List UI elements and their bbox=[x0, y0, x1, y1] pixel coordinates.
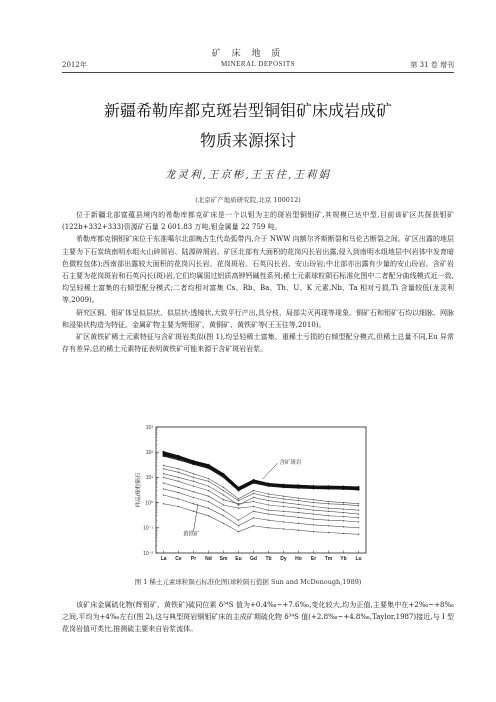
pyrite-data-point bbox=[298, 530, 299, 531]
pyrite-data-point bbox=[253, 511, 254, 512]
pyrite-data-point bbox=[268, 527, 269, 528]
pyrite-data-point bbox=[223, 499, 224, 500]
pyrite-data-point bbox=[193, 485, 194, 486]
pyrite-data-point bbox=[343, 504, 344, 505]
body-text-after-figure bbox=[62, 599, 454, 636]
pyrite-data-point bbox=[178, 506, 179, 507]
x-tick-label: Gd bbox=[250, 556, 257, 562]
journal-name-en: MINERAL DEPOSITS bbox=[220, 60, 296, 68]
y-tick-label: 10⁻² bbox=[143, 550, 153, 557]
pyrite-data-point bbox=[268, 504, 269, 505]
pyrite-data-point bbox=[283, 498, 284, 499]
porphyry-data-point bbox=[193, 460, 195, 462]
pyrite-data-point bbox=[253, 517, 254, 518]
x-tick-label: Pr bbox=[190, 556, 197, 562]
article-title-line1: 新疆希勒库都克斑岩型铜钼矿床成岩成矿 bbox=[103, 101, 392, 120]
pyrite-data-point bbox=[193, 497, 194, 498]
pyrite-data-point bbox=[328, 501, 329, 502]
pyrite-data-point bbox=[178, 498, 179, 499]
pyrite-data-point bbox=[298, 512, 299, 513]
pyrite-data-point bbox=[343, 516, 344, 517]
porphyry-data-point bbox=[178, 457, 180, 459]
y-tick-label: 10⁰ bbox=[145, 500, 153, 507]
pyrite-data-point bbox=[343, 508, 344, 509]
pyrite-data-point bbox=[268, 496, 269, 497]
porphyry-data-point bbox=[328, 485, 330, 487]
porphyry-data-point bbox=[163, 451, 165, 453]
porphyry-data-point bbox=[238, 487, 240, 489]
pyrite-data-point bbox=[313, 499, 314, 500]
pyrite-data-point bbox=[178, 492, 179, 493]
paragraph: 该矿床金属硫化物(辉钼矿、黄铁矿)硫同位素 δ³⁴S 值为+0.4‰~+7.6‰,变化较大,均为正值,主要集中在+2‰~+8‰之间,平均为+4‰左右(图 2),这与典型斑岩铜钼矿床的主成矿期硫化物 δ³⁴S 值(+2.8‰~+4.8‰,Taylor,1987)接近,与 I 型花岗岩值可类比,推测硫主要来自岩浆流体。 bbox=[62, 601, 454, 634]
pyrite-data-point bbox=[358, 527, 359, 528]
x-tick-label: Dy bbox=[280, 556, 287, 562]
pyrite-data-point bbox=[163, 503, 164, 504]
pyrite-data-point bbox=[238, 500, 239, 501]
pyrite-data-point bbox=[193, 503, 194, 504]
y-tick-label: 10² bbox=[145, 450, 153, 456]
pyrite-data-point bbox=[178, 487, 179, 488]
pyrite-data-point bbox=[283, 515, 284, 516]
pyrite-data-point bbox=[358, 521, 359, 522]
pyrite-data-point bbox=[208, 507, 209, 508]
pyrite-series-line bbox=[164, 474, 359, 511]
pyrite-data-point bbox=[283, 506, 284, 507]
y-tick-label: 10¹ bbox=[145, 475, 153, 482]
header-volume: 第 31 卷 增刊 bbox=[410, 61, 454, 69]
paragraph: 矿区黄铁矿稀土元素特征与含矿斑岩类似(图 1),均呈轻稀土富集、重稀土亏损的右倾型配分模式,但稀土总量不同,Eu 异常存有差异,总的稀土元素特征表明黄铁矿可能来源于含矿斑岩岩浆。 bbox=[62, 333, 454, 354]
pyrite-data-point bbox=[283, 502, 284, 503]
pyrite-data-point bbox=[298, 504, 299, 505]
pyrite-data-point bbox=[208, 515, 209, 516]
pyrite-data-point bbox=[313, 518, 314, 519]
pyrite-data-point bbox=[238, 520, 239, 521]
pyrite-data-point bbox=[208, 490, 209, 491]
porphyry-data-point bbox=[268, 483, 270, 485]
pyrite-data-point bbox=[268, 493, 269, 494]
pyrite-data-point bbox=[298, 523, 299, 524]
x-tick-label: Lu bbox=[355, 556, 362, 562]
pyrite-data-point bbox=[283, 521, 284, 522]
pyrite-data-point bbox=[193, 473, 194, 474]
pyrite-data-point bbox=[163, 482, 164, 483]
pyrite-data-point bbox=[358, 505, 359, 506]
pyrite-data-point bbox=[223, 494, 224, 495]
pyrite-data-point bbox=[238, 498, 239, 499]
x-tick-label: Tm bbox=[324, 556, 333, 562]
pyrite-data-point bbox=[253, 490, 254, 491]
pyrite-data-point bbox=[283, 495, 284, 496]
pyrite-data-point bbox=[163, 494, 164, 495]
pyrite-data-point bbox=[313, 524, 314, 525]
pyrite-data-point bbox=[328, 515, 329, 516]
pyrite-data-point bbox=[223, 523, 224, 524]
pyrite-data-point bbox=[313, 509, 314, 510]
pyrite-data-point bbox=[193, 481, 194, 482]
x-tick-label: Eu bbox=[235, 556, 242, 562]
body-text bbox=[62, 209, 454, 355]
porphyry-data-point bbox=[283, 485, 285, 487]
x-tick-label: Nd bbox=[205, 556, 212, 562]
porphyry-data-point bbox=[208, 466, 210, 468]
porphyry-data-point bbox=[313, 485, 315, 487]
porphyry-data-point bbox=[163, 454, 165, 456]
pyrite-data-point bbox=[223, 515, 224, 516]
paragraph: 位于新疆北部富蕴县境内的希勒库都克矿床是一个以钼为主的斑岩型铜钼矿,其规模已达中型,目前该矿区共探获钼矿(122b+332+333)资源矿石量 2 601.83 万吨,钼金属量 22 759 吨。 bbox=[62, 211, 454, 232]
pyrite-data-point bbox=[328, 511, 329, 512]
pyrite-data-point bbox=[328, 503, 329, 504]
pyrite-data-point bbox=[358, 534, 359, 535]
pyrite-data-point bbox=[343, 520, 344, 521]
journal-name-cn: 矿 床 地 质 bbox=[211, 49, 285, 59]
pyrite-data-point bbox=[238, 525, 239, 526]
porphyry-data-point bbox=[283, 484, 285, 486]
x-tick-label: La bbox=[160, 556, 167, 562]
pyrite-data-point bbox=[253, 506, 254, 507]
pyrite-data-point bbox=[193, 477, 194, 478]
pyrite-data-point bbox=[253, 525, 254, 526]
running-header bbox=[62, 60, 454, 72]
pyrite-data-point bbox=[268, 513, 269, 514]
pyrite-data-point bbox=[328, 507, 329, 508]
pyrite-data-point bbox=[208, 478, 209, 479]
pyrite-data-point bbox=[313, 506, 314, 507]
ree-chart bbox=[128, 421, 378, 571]
pyrite-data-point bbox=[223, 487, 224, 488]
pyrite-data-point bbox=[328, 520, 329, 521]
article-title-line2: 物质来源探讨 bbox=[199, 131, 296, 150]
pyrite-data-point bbox=[163, 477, 164, 478]
pyrite-data-point bbox=[313, 531, 314, 532]
pyrite-annotation-leader bbox=[194, 504, 199, 532]
pyrite-data-point bbox=[193, 511, 194, 512]
porphyry-data-point bbox=[178, 455, 180, 457]
pyrite-data-point bbox=[268, 509, 269, 510]
pyrite-data-point bbox=[358, 503, 359, 504]
affiliation: (北京矿产地质研究院,北京 100012) bbox=[195, 196, 301, 204]
pyrite-data-point bbox=[253, 497, 254, 498]
y-tick-label: 10³ bbox=[145, 424, 153, 431]
pyrite-data-point bbox=[298, 517, 299, 518]
porphyry-data-point bbox=[193, 463, 195, 465]
x-tick-label: Sm bbox=[219, 556, 228, 562]
pyrite-data-point bbox=[208, 485, 209, 486]
porphyry-data-point bbox=[178, 459, 180, 461]
pyrite-data-point bbox=[208, 501, 209, 502]
pyrite-annotation: 黄铁矿 bbox=[183, 531, 200, 538]
porphyry-data-point bbox=[343, 486, 345, 488]
pyrite-data-point bbox=[328, 525, 329, 526]
pyrite-data-point bbox=[358, 513, 359, 514]
pyrite-data-point bbox=[283, 528, 284, 529]
pyrite-data-point bbox=[178, 472, 179, 473]
pyrite-data-point bbox=[163, 468, 164, 469]
authors: 龙灵利,王京彬,王玉往,王莉娟 bbox=[164, 169, 331, 181]
x-tick-label: Yb bbox=[340, 556, 347, 562]
x-tick-label: Ho bbox=[295, 556, 302, 562]
pyrite-data-point bbox=[208, 495, 209, 496]
pyrite-data-point bbox=[298, 500, 299, 501]
pyrite-data-point bbox=[283, 511, 284, 512]
pyrite-data-point bbox=[343, 526, 344, 527]
pyrite-data-point bbox=[238, 504, 239, 505]
pyrite-data-point bbox=[208, 481, 209, 482]
pyrite-data-point bbox=[223, 504, 224, 505]
porphyry-data-point bbox=[223, 473, 225, 475]
pyrite-data-point bbox=[313, 513, 314, 514]
ree-figure bbox=[128, 421, 378, 571]
y-axis-label: 样品/球粒陨石 bbox=[136, 472, 142, 508]
pyrite-data-point bbox=[178, 468, 179, 469]
pyrite-data-point bbox=[268, 520, 269, 521]
pyrite-data-point bbox=[178, 481, 179, 482]
pyrite-data-point bbox=[343, 533, 344, 534]
pyrite-data-point bbox=[253, 501, 254, 502]
pyrite-data-point bbox=[163, 488, 164, 489]
figure-caption: 图 1 稀土元素球粒陨石标准化图(球粒陨石值据 Sun and McDonough,1989) bbox=[134, 578, 362, 586]
paragraph: 希勒库都克铜钼矿床位于东准噶尔北部晚古生代岛弧带内,介于 NWW 向额尔齐斯断裂和乌伦古断裂之间。矿区出露的地层主要为下石炭统南明水组火山碎屑岩、陆源碎屑岩。矿区北部有大面积的花岗闪长岩出露,侵入到南明水组地层中(岩体中发育暗色微粒包体);西南部出露较大面积的花岗闪长岩、花岗斑岩、石英闪长岩、安山玢岩;中北部亦出露有少量的安山玢岩。含矿岩石主要为花岗斑岩和石英闪长(斑)岩,它们均属弱过铝质高钾钙碱性系列;稀土元素球粒陨石标准化图中二者配分曲线模式近一致,均呈轻稀土富集的右倾型配分模式;二者均相对富集 Cs、Rb、Ba、Th、U、K 元素,Nb、Ta 相对亏损,Ti 含量较低(龙灵利等,2009)。 bbox=[62, 235, 454, 305]
porphyry-data-point bbox=[298, 485, 300, 487]
porphyry-data-point bbox=[208, 464, 210, 466]
pyrite-data-point bbox=[298, 507, 299, 508]
porphyry-data-point bbox=[358, 486, 360, 488]
pyrite-data-point bbox=[238, 531, 239, 532]
pyrite-data-point bbox=[163, 465, 164, 466]
pyrite-data-point bbox=[223, 490, 224, 491]
pyrite-data-point bbox=[193, 491, 194, 492]
x-tick-label: Er bbox=[310, 556, 317, 562]
pyrite-data-point bbox=[313, 502, 314, 503]
porphyry-data-point bbox=[253, 479, 255, 481]
paragraph: 研究区铜、钼矿体呈似层状、似层状-透镜状,大致平行产出,具分枝、局部尖灭再现等现象。铜矿石和钼矿石均以细脉、网脉和浸染状构造为特征。金属矿物主要为辉钼矿、黄铜矿、黄铁矿等(王玉往等,2010)。 bbox=[62, 308, 454, 329]
pyrite-data-point bbox=[343, 512, 344, 513]
pyrite-series-line bbox=[164, 489, 359, 522]
porphyry-annotation: 含矿斑岩 bbox=[279, 460, 302, 467]
pyrite-data-point bbox=[358, 509, 359, 510]
pyrite-data-point bbox=[223, 509, 224, 510]
pyrite-data-point bbox=[163, 473, 164, 474]
pyrite-data-point bbox=[358, 517, 359, 518]
y-tick-label: 10⁻¹ bbox=[143, 525, 153, 532]
porphyry-data-point bbox=[193, 462, 195, 464]
pyrite-data-point bbox=[253, 493, 254, 494]
header-year: 2012年 bbox=[62, 61, 87, 69]
pyrite-data-point bbox=[238, 507, 239, 508]
pyrite-data-point bbox=[298, 497, 299, 498]
pyrite-data-point bbox=[178, 477, 179, 478]
pyrite-data-point bbox=[268, 500, 269, 501]
pyrite-data-point bbox=[343, 502, 344, 503]
pyrite-data-point bbox=[238, 503, 239, 504]
porphyry-annotation-leader bbox=[263, 463, 278, 479]
x-tick-label: Ce bbox=[175, 556, 182, 562]
x-tick-label: Tb bbox=[265, 556, 272, 562]
header-rule bbox=[62, 72, 454, 73]
pyrite-data-point bbox=[328, 532, 329, 533]
